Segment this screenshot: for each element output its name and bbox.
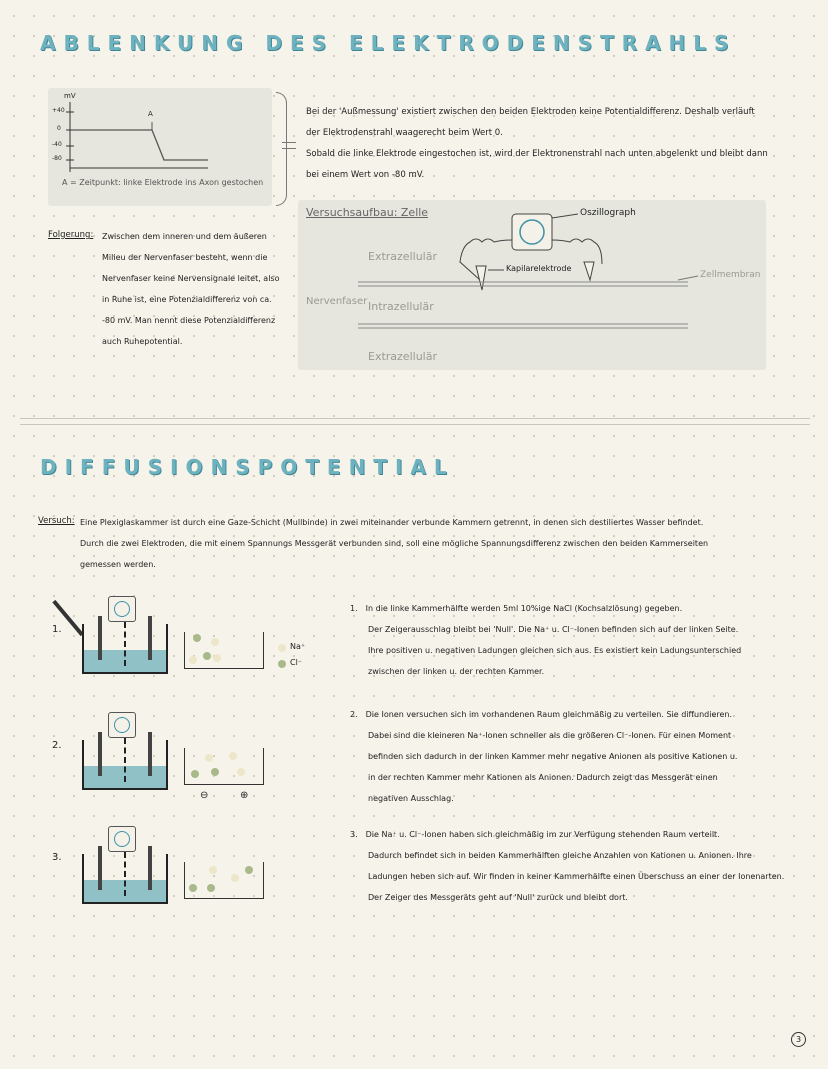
text-line: Eine Plexiglaskammer ist durch eine Gaze-Schicht (Mullbinde) in zwei miteinander verbunde Kammern getrennt, in denen sich destiliertes Wasser befindet. [80, 518, 704, 527]
step-2-text [350, 704, 790, 809]
text-line: Der Zeiger des Messgeräts geht auf 'Null' zurück und bleibt dort. [368, 893, 628, 902]
text-line: 2. Die Ionen versuchen sich im vorhandenen Raum gleichmäßig zu verteilen. Sie diffundieren. [350, 710, 733, 719]
oszillograph-label: Oszillograph [580, 208, 636, 218]
minus-sign: ⊖ [200, 790, 209, 801]
extrazellulaer-top-label: Extrazellulär [368, 250, 437, 263]
section-divider [20, 418, 810, 419]
graph-unit: mV [64, 92, 76, 100]
section-title-ablenkung: ABLENKUNG DES ELEKTRODENSTRAHLS [40, 31, 737, 55]
zellmembran-label: Zellmembran [700, 270, 761, 280]
cell-setup-diagram [298, 200, 766, 370]
versuchsaufbau-panel [298, 200, 766, 370]
text-line: bei einem Wert von -80 mV. [306, 170, 425, 180]
chamber-1 [82, 624, 168, 674]
folgerung-text [102, 226, 282, 352]
step-number: 1. [52, 624, 62, 635]
text-line: Bei der 'Außmessung' existiert zwischen den beiden Elektroden keine Potentialdifferenz. Deshalb verläuft [306, 107, 755, 117]
text-line: befinden sich dadurch in der linken Kammer mehr negative Anionen als positive Kationen u. [368, 752, 738, 761]
versuch-text [80, 512, 780, 575]
text-line: Nervenfaser keine Nervensignale leitet, also [102, 274, 280, 283]
ion-chamber-1 [184, 632, 264, 669]
plus-sign: ⊕ [240, 790, 249, 801]
section-divider [20, 424, 810, 425]
y-tick: 0 [57, 125, 61, 132]
voltmeter-icon [108, 596, 136, 622]
text-line: 3. Die Na⁺ u. Cl⁻-Ionen haben sich gleichmäßig im zur Verfügung stehenden Raum verteilt. [350, 830, 720, 839]
graph-panel [48, 88, 272, 206]
y-tick: -40 [52, 141, 62, 148]
versuch-label: Versuch: [38, 516, 75, 526]
text-line: Ihre positiven u. negativen Ladungen gleichen sich aus. Es existiert kein Ladungsunterschied [368, 646, 742, 655]
kapilarelektrode-label: Kapilarelektrode [506, 264, 572, 273]
step-number: 2. [52, 740, 62, 751]
y-tick: +40 [52, 107, 65, 114]
text-line: in der rechten Kammer mehr Kationen als Anionen. Dadurch zeigt das Messgerät einen [368, 773, 718, 782]
text-line: der Elektrodenstrahl waagerecht beim Wert 0. [306, 128, 503, 138]
legend-cl: Cl⁻ [290, 658, 303, 667]
page-number: 3 [791, 1032, 806, 1047]
voltmeter-icon [108, 712, 136, 738]
text-line: Zwischen dem inneren und dem äußeren [102, 232, 267, 241]
ablenkung-text [306, 102, 786, 186]
text-line: Der Zeigerausschlag bleibt bei 'Null'. Die Na⁺ u. Cl⁻-Ionen befinden sich auf der linken Seite. [368, 625, 739, 634]
ion-chamber-2 [184, 748, 264, 785]
text-line: gemessen werden. [80, 560, 156, 569]
versuchsaufbau-title: Versuchsaufbau: Zelle [306, 206, 429, 219]
cl-legend-dot [278, 660, 286, 668]
step-number: 3. [52, 852, 62, 863]
folgerung-label: Folgerung: [48, 230, 94, 240]
text-line: Sobald die linke Elektrode eingestochen ist, wird der Elektronenstrahl nach unten abgelenkt und bleibt dann [306, 149, 768, 159]
text-line: in Ruhe ist, eine Potenzialdifferenz von ca. [102, 295, 272, 304]
bracket [276, 92, 287, 206]
text-line: zwischen der linken u. der rechten Kammer. [368, 667, 545, 676]
text-line: 1. In die linke Kammerhälfte werden 5ml 10%ige NaCl (Kochsalzlösung) gegeben. [350, 604, 683, 613]
intrazellulaer-label: Intrazellulär [368, 300, 434, 313]
equals-sign [282, 142, 296, 149]
text-line: Dabei sind die kleineren Na⁺-Ionen schneller als die größeren Cl⁻-Ionen. Für einen Moment [368, 731, 732, 740]
text-line: auch Ruhepotential. [102, 337, 183, 346]
step-1-text [350, 598, 790, 682]
text-line: Durch die zwei Elektroden, die mit einem Spannungs Messgerät verbunden sind, soll eine mögliche Spannungsdifferenz zwischen den beiden Kammerseiten [80, 539, 709, 548]
text-line: -80 mV. Man nennt diese Potenzialdifferenz [102, 316, 276, 325]
graph-marker: A [148, 110, 153, 118]
potential-graph [48, 88, 272, 206]
na-legend-dot [278, 644, 286, 652]
text-line: Ladungen heben sich auf. Wir finden in keiner Kammerhälfte einen Überschuss an einer der Ionenarten. [368, 872, 785, 881]
text-line: negativen Ausschlag. [368, 794, 454, 803]
section-title-diffusionspotential: DIFFUSIONSPOTENTIAL [40, 455, 455, 479]
graph-caption: A = Zeitpunkt: linke Elektrode ins Axon gestochen [62, 178, 264, 187]
y-tick: -80 [52, 155, 62, 162]
legend-na: Na⁺ [290, 642, 306, 651]
nervenfaser-label: Nervenfaser [306, 296, 368, 307]
step-3-text [350, 824, 790, 908]
chamber-2 [82, 740, 168, 790]
voltmeter-icon [108, 826, 136, 852]
ion-chamber-3 [184, 862, 264, 899]
text-line: Dadurch befindet sich in beiden Kammerhälften gleiche Anzahlen von Kationen u. Anionen. Ihre [368, 851, 752, 860]
text-line: Milieu der Nervenfaser besteht, wenn die [102, 253, 268, 262]
extrazellulaer-bottom-label: Extrazellulär [368, 350, 437, 363]
chamber-3 [82, 854, 168, 904]
